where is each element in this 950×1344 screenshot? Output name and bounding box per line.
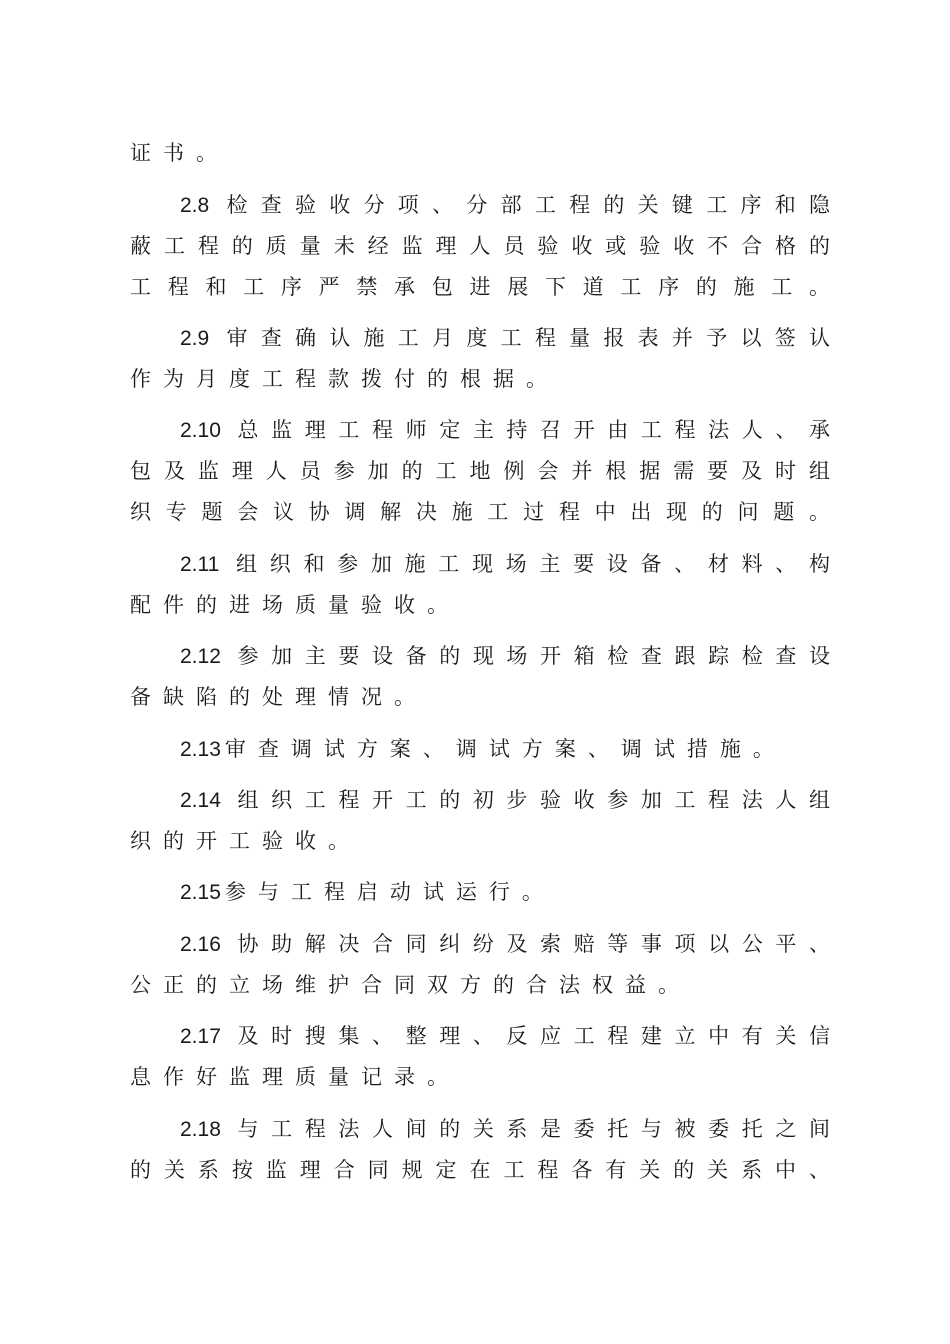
clause-2-8-line-1 bbox=[180, 190, 830, 220]
clause-text: 总监理工程师定主持召开由工程法人、承 bbox=[224, 418, 830, 442]
clause-2-14-line-1 bbox=[180, 785, 830, 815]
clause-2-8-line-2: 蔽工程的质量未经监理人员验收或验收不合格的 bbox=[130, 234, 830, 258]
clause-text: 参加主要设备的现场开箱检查跟踪检查设 bbox=[224, 644, 830, 668]
clause-text: 参与工程启动试运行。 bbox=[224, 880, 555, 904]
clause-number: 2.10 bbox=[180, 419, 221, 442]
clause-2-17-line-2: 息作好监理质量记录。 bbox=[130, 1065, 460, 1089]
clause-2-13-line-1 bbox=[180, 734, 830, 764]
clause-2-12-line-1 bbox=[180, 641, 830, 671]
clause-text: 与工程法人间的关系是委托与被委托之间 bbox=[224, 1117, 830, 1141]
clause-2-16-line-2: 公正的立场维护合同双方的合法权益。 bbox=[130, 973, 691, 997]
clause-number: 2.18 bbox=[180, 1118, 221, 1141]
clause-number: 2.15 bbox=[180, 881, 221, 904]
clause-text: 审查确认施工月度工程量报表并予以签认 bbox=[213, 326, 830, 350]
clause-text: 组织工程开工的初步验收参加工程法人组 bbox=[224, 788, 830, 812]
clause-number: 2.13 bbox=[180, 738, 221, 761]
clause-2-11-line-1 bbox=[180, 549, 830, 579]
clause-2-10-line-3: 织专题会议协调解决施工过程中出现的问题。 bbox=[130, 500, 830, 524]
clause-number: 2.8 bbox=[180, 194, 210, 217]
clause-2-11-line-2: 配件的进场质量验收。 bbox=[130, 593, 460, 617]
clause-2-15-line-1 bbox=[180, 877, 830, 907]
clause-number: 2.12 bbox=[180, 645, 221, 668]
clause-2-9-line-1 bbox=[180, 323, 830, 353]
clause-2-10-line-2: 包及监理人员参加的工地例会并根据需要及时组 bbox=[130, 459, 830, 483]
clause-text: 检查验收分项、分部工程的关键工序和隐 bbox=[213, 193, 830, 217]
document-page bbox=[130, 0, 830, 1344]
clause-2-18-line-2: 的关系按监理合同规定在工程各有关的关系中、 bbox=[130, 1158, 830, 1182]
clause-number: 2.11 bbox=[180, 553, 220, 576]
clause-2-17-line-1 bbox=[180, 1021, 830, 1051]
clause-text: 协助解决合同纠纷及索赔等事项以公平、 bbox=[224, 932, 830, 956]
clause-2-12-line-2: 备缺陷的处理情况。 bbox=[130, 685, 427, 709]
clause-text: 审查调试方案、调试方案、调试措施。 bbox=[224, 737, 786, 761]
clause-2-18-line-1 bbox=[180, 1114, 830, 1144]
clause-text: 组织和参加施工现场主要设备、材料、构 bbox=[223, 552, 830, 576]
clause-2-14-line-2: 织的开工验收。 bbox=[130, 829, 361, 853]
clause-text: 及时搜集、整理、反应工程建立中有关信 bbox=[224, 1024, 830, 1048]
continuation-line: 证书。 bbox=[130, 141, 229, 165]
clause-2-8-line-3: 工程和工序严禁承包进展下道工序的施工。 bbox=[130, 275, 830, 299]
clause-number: 2.17 bbox=[180, 1025, 221, 1048]
clause-number: 2.9 bbox=[180, 327, 210, 350]
clause-2-10-line-1 bbox=[180, 415, 830, 445]
clause-2-9-line-2: 作为月度工程款拨付的根据。 bbox=[130, 367, 559, 391]
clause-2-16-line-1 bbox=[180, 929, 830, 959]
clause-number: 2.16 bbox=[180, 933, 221, 956]
clause-number: 2.14 bbox=[180, 789, 221, 812]
